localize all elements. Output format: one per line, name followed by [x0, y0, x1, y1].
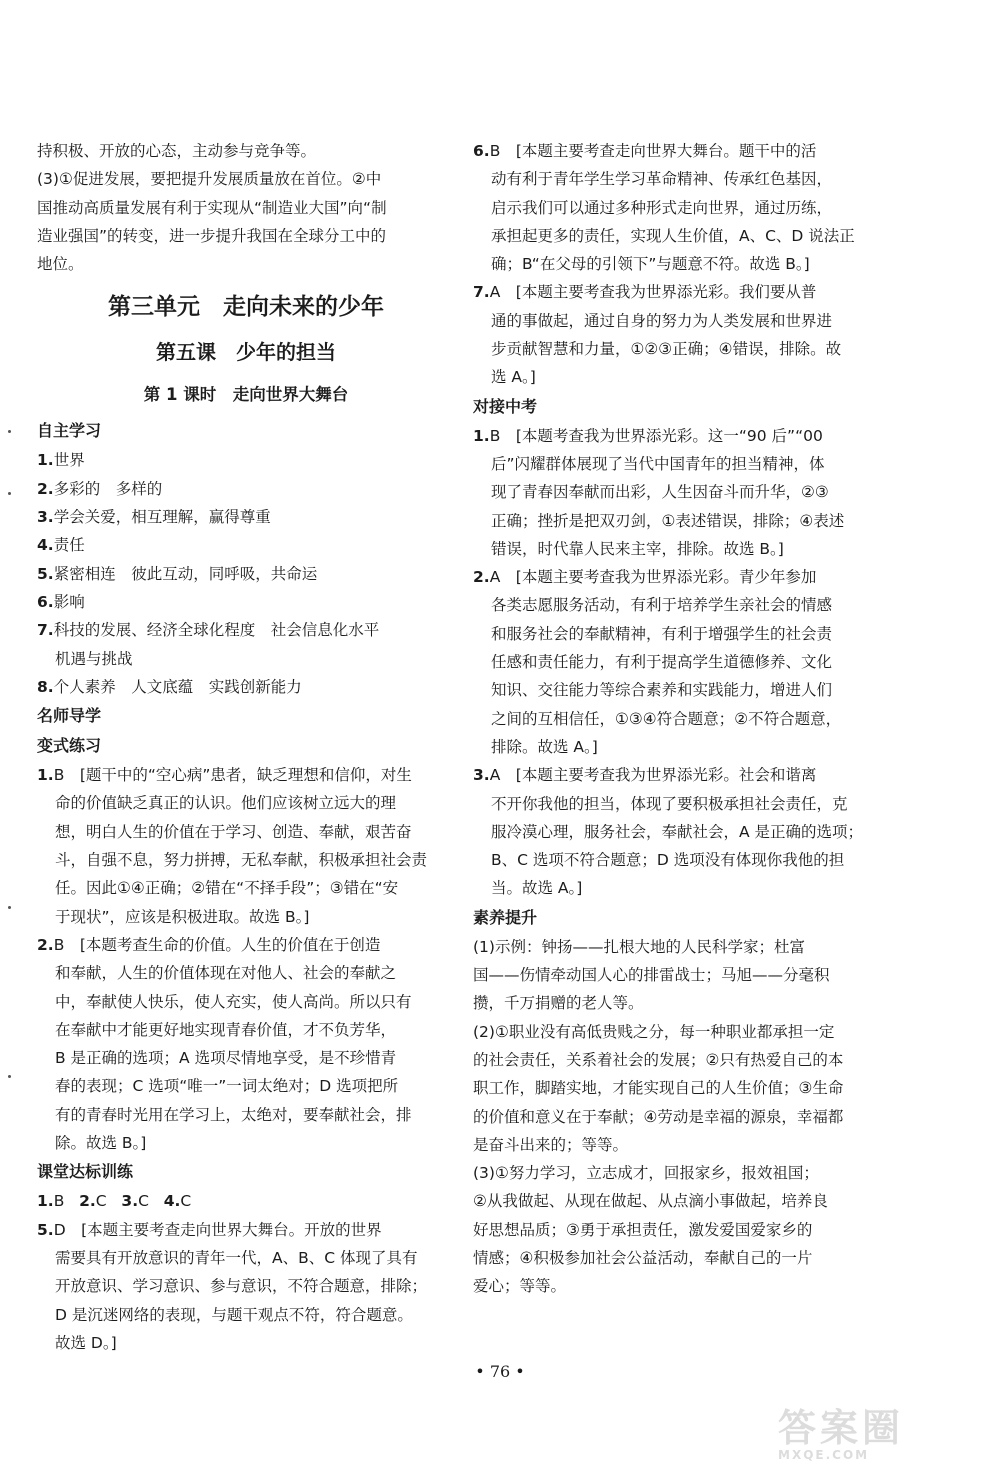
page-number: • 76 • [475, 1362, 525, 1381]
answer-text-cont: 想，明白人生的价值在于学习、创造、奉献，艰苦奋 [55, 822, 412, 841]
answer-text: C [95, 1192, 107, 1211]
answer-text: C [138, 1192, 149, 1211]
answer-text-cont: B、C 选项不符合题意；D 选项没有体现你我他的担 [491, 851, 845, 870]
answer-text-cont: 中，奉献使人快乐，使人充实，使人高尚。所以只有 [55, 992, 412, 1011]
item-number: 8. [37, 677, 54, 696]
answer-text-cont: 命的价值缺乏真正的认识。他们应该树立远大的理 [55, 794, 397, 813]
answer-item [473, 422, 891, 450]
answer-text: B [题干中的“空心病”患者，缺乏理想和信仰，对生 [53, 766, 412, 785]
text-line: (3)①努力学习，立志成才，回报家乡，报效祖国； [473, 1164, 819, 1183]
answer-item [37, 616, 455, 644]
text-line: 国——伤情牵动国人心的排雷战士；马旭——分毫积 [473, 966, 830, 985]
answer-text-cont: 斗，自强不息，努力拼搏，无私奉献，积极承担社会责 [55, 851, 428, 870]
section-heading-guide: 名师导学 [37, 706, 102, 726]
answer-text: A [本题主要考查我为世界添光彩。青少年参加 [489, 568, 817, 587]
answer-text-cont: 需要具有开放意识的青年一代，A、B、C 体现了具有 [55, 1248, 418, 1267]
answer-text: 世界 [53, 451, 85, 470]
text-line: (2)①职业没有高低贵贱之分，每一种职业都承担一定 [473, 1022, 835, 1041]
text-line: (1)示例：钟扬——扎根大地的人民科学家；杜富 [473, 937, 805, 956]
answer-item [37, 673, 455, 701]
answer-text-cont: 在奉献中才能更好地实现青春价值，才不负芳华， [55, 1020, 397, 1039]
text-line: 职工作，脚踏实地，才能实现自己的人生价值；③生命 [473, 1079, 844, 1098]
answer-text: 紧密相连 彼此互动，同呼吸，共命运 [53, 564, 318, 583]
answer-text: 个人素养 人文底蕴 实践创新能力 [53, 677, 302, 696]
text-line: ②从我做起、从现在做起、从点滴小事做起，培养良 [473, 1192, 828, 1211]
item-number: 7. [37, 621, 54, 640]
answer-item [473, 761, 891, 789]
watermark-url: MXQE.COM [778, 1448, 870, 1462]
text-line: (3)①促进发展，要把提升发展质量放在首位。②中 [37, 170, 382, 189]
answer-text: A [本题主要考查我为世界添光彩。社会和谐离 [489, 766, 817, 785]
answer-item [37, 1216, 455, 1244]
item-number: 2. [473, 568, 490, 587]
item-number: 2. [37, 479, 54, 498]
answer-text-cont: 知识、交往能力等综合素养和实践能力，增进人们 [491, 681, 833, 700]
item-number: 3. [37, 508, 54, 527]
answer-text-cont: 各类志愿服务活动，有利于培养学生亲社会的情感 [491, 596, 833, 615]
answer-text: B [本题考查生命的价值。人生的价值在于创造 [53, 935, 381, 954]
answer-text: 科技的发展、经济全球化程度 社会信息化水平 [53, 621, 380, 640]
section-heading-literacy: 素养提升 [473, 907, 538, 927]
section-heading-self-study: 自主学习 [37, 421, 102, 441]
answer-text-cont: 错误，时代靠人民来主宰，排除。故选 B。] [491, 539, 784, 558]
item-number: 4. [37, 536, 54, 555]
item-number: 2. [37, 935, 54, 954]
answer-text-cont: 有的青春时光用在学习上，太绝对，要奉献社会，排 [55, 1105, 412, 1124]
answer-text-cont: 和服务社会的奉献精神，有利于增强学生的社会责 [491, 624, 833, 643]
lesson-title: 第五课 少年的担当 [156, 340, 336, 365]
answer-text-cont: 机遇与挑战 [55, 649, 133, 668]
text-line: 地位。 [37, 255, 84, 274]
left-column [37, 137, 455, 1357]
item-number: 1. [473, 426, 490, 445]
answer-text-cont: 任。因此①④正确；②错在“不择手段”；③错在“安 [55, 879, 399, 898]
section-heading-variant: 变式练习 [37, 736, 102, 756]
text-line: 的价值和意义在于奉献；④劳动是幸福的源泉，幸福都 [473, 1107, 844, 1126]
period-title: 第 1 课时 走向世界大舞台 [143, 385, 349, 405]
answer-text-cont: 于现状”，应该是积极进取。故选 B。] [55, 907, 310, 926]
answer-row [37, 1187, 455, 1215]
margin-dot [8, 906, 11, 909]
answer-text-cont: D 是沉迷网络的表现，与题干观点不符，符合题意。 [55, 1305, 413, 1324]
answer-item [473, 137, 891, 165]
item-number: 5. [37, 564, 54, 583]
text-line: 是奋斗出来的；等等。 [473, 1135, 629, 1154]
item-number: 2. [79, 1192, 96, 1211]
answer-item [473, 563, 891, 591]
answer-text: 影响 [53, 592, 85, 611]
answer-text-cont: 步贡献智慧和力量，①②③正确；④错误，排除。故 [491, 340, 842, 359]
answer-text: 学会关爱，相互理解，赢得尊重 [53, 508, 271, 527]
item-number: 6. [473, 142, 490, 160]
answer-text: B [本题考查我为世界添光彩。这一“90 后”“00 [489, 426, 823, 445]
item-number: 3. [473, 766, 490, 785]
answer-text-cont: 选 A。] [491, 368, 536, 387]
answer-text-cont: 服冷漠心理，服务社会，奉献社会，A 是正确的选项； [491, 822, 864, 841]
section-heading-exam: 对接中考 [473, 396, 538, 416]
answer-item [37, 560, 455, 588]
answer-text: B [53, 1192, 65, 1211]
answer-text-cont: 通的事做起，通过自身的努力为人类发展和世界进 [491, 311, 833, 330]
answer-text-cont: 启示我们可以通过多种形式走向世界，通过历练， [491, 198, 833, 217]
answer-text: 责任 [53, 536, 85, 555]
answer-text-cont: 除。故选 B。] [55, 1134, 147, 1153]
answer-item [37, 446, 455, 474]
margin-dot [8, 492, 11, 495]
watermark-logo [778, 1408, 988, 1464]
item-number: 1. [37, 451, 54, 470]
answer-item [37, 761, 455, 789]
answer-text-cont: 排除。故选 A。] [491, 737, 598, 756]
answer-item [473, 278, 891, 306]
watermark-text: 答案圈 [778, 1406, 905, 1450]
answer-text-cont: 确；B“在父母的引领下”与题意不符。故选 B。] [491, 255, 810, 274]
text-line: 好思想品质；③勇于承担责任，激发爱国爱家乡的 [473, 1220, 813, 1239]
answer-text-cont: 不开你我他的担当，体现了要积极承担社会责任，克 [491, 794, 848, 813]
answer-item [37, 588, 455, 616]
section-heading-class-training: 课堂达标训练 [37, 1162, 134, 1182]
answer-text-cont: 正确；挫折是把双刃剑，①表述错误，排除；④表述 [491, 511, 845, 530]
text-line: 造业强国”的转变，进一步提升我国在全球分工中的 [37, 226, 387, 245]
text-line: 的社会责任，关系着社会的发展；②只有热爱自己的本 [473, 1050, 844, 1069]
text-line: 爱心；等等。 [473, 1277, 567, 1296]
answer-item [37, 931, 455, 959]
item-number: 1. [37, 766, 54, 785]
answer-text-cont: 承担起更多的责任，实现人生价值，A、C、D 说法正 [491, 226, 855, 245]
answer-text-cont: 之间的互相信任，①③④符合题意；②不符合题意， [491, 709, 842, 728]
item-number: 7. [473, 283, 490, 302]
answer-item [37, 475, 455, 503]
item-number: 3. [121, 1192, 139, 1211]
answer-text-cont: 任感和责任能力，有利于提高学生道德修养、文化 [491, 653, 833, 672]
answer-item [37, 531, 455, 559]
margin-dot [8, 430, 11, 433]
answer-text: D [本题主要考查走向世界大舞台。开放的世界 [53, 1220, 382, 1239]
answer-text: 多彩的 多样的 [53, 479, 163, 498]
answer-text: B [本题主要考查走向世界大舞台。题干中的活 [489, 142, 817, 160]
right-column [473, 137, 891, 1301]
answer-text: A [本题主要考查我为世界添光彩。我们要从普 [489, 283, 817, 302]
answer-text: C [180, 1192, 192, 1211]
answer-text-cont: B 是正确的选项；A 选项尽情地享受，是不珍惜青 [55, 1049, 397, 1068]
text-line: 持积极、开放的心态，主动参与竞争等。 [37, 142, 317, 160]
text-line: 攒，千万捐赠的老人等。 [473, 994, 644, 1013]
item-number: 6. [37, 592, 54, 611]
item-number: 5. [37, 1220, 54, 1239]
answer-text-cont: 故选 D。] [55, 1333, 117, 1352]
answer-text-cont: 和奉献，人生的价值体现在对他人、社会的奉献之 [55, 964, 397, 983]
answer-text-cont: 当。故选 A。] [491, 879, 583, 898]
answer-text-cont: 后”闪耀群体展现了当代中国青年的担当精神，体 [491, 454, 825, 473]
item-number: 4. [163, 1192, 181, 1211]
answer-text-cont: 现了青春因奉献而出彩，人生因奋斗而升华，②③ [491, 483, 829, 502]
text-line: 国推动高质量发展有利于实现从“制造业大国”向“制 [37, 198, 387, 217]
unit-title: 第三单元 走向未来的少年 [108, 294, 384, 321]
text-line: 情感；④积极参加社会公益活动，奉献自己的一片 [473, 1248, 813, 1267]
answer-text-cont: 动有利于青年学生学习革命精神、传承红色基因， [491, 170, 833, 189]
item-number: 1. [37, 1192, 54, 1211]
answer-text-cont: 春的表现；C 选项“唯一”一词太绝对；D 选项把所 [55, 1077, 399, 1096]
answer-text-cont: 开放意识、学习意识、参与意识，不符合题意，排除； [55, 1277, 428, 1296]
margin-dot [8, 1075, 11, 1078]
answer-item [37, 503, 455, 531]
